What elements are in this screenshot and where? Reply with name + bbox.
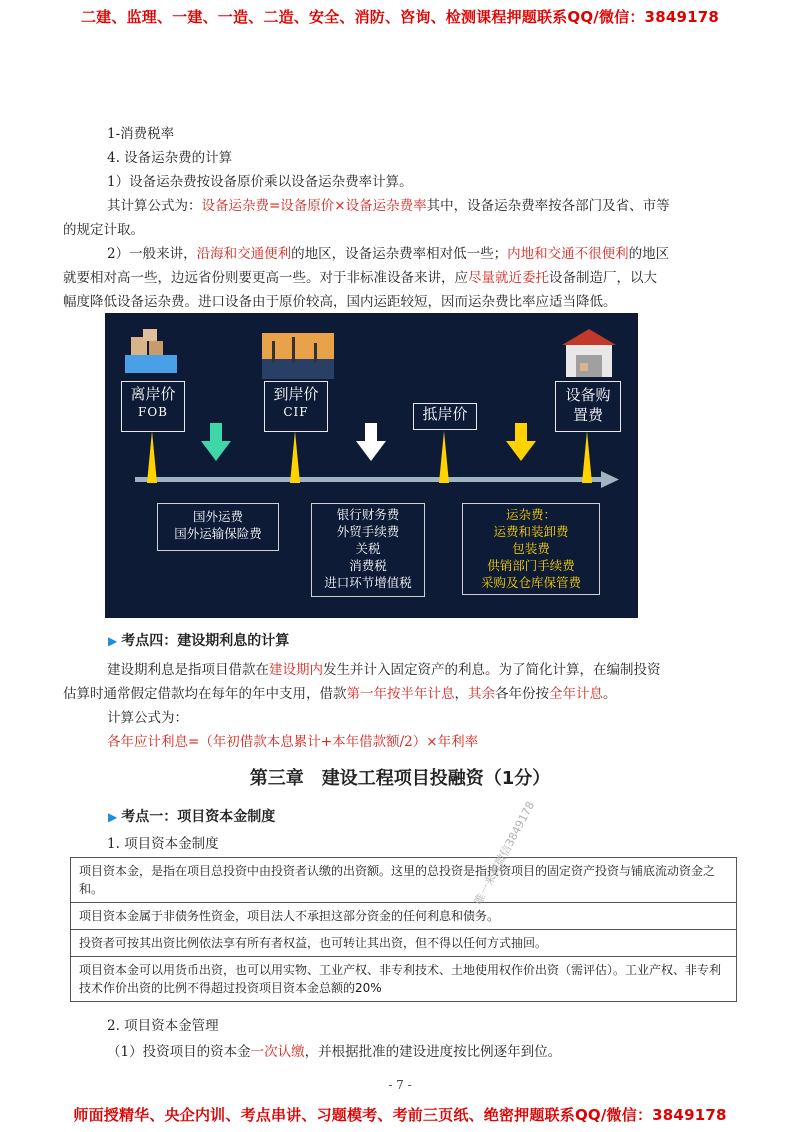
import-charges-box: 银行财务费 外贸手续费 关税 消费税 进口环节增值税 — [311, 503, 425, 597]
capital-rules-table — [70, 857, 737, 1002]
triangle-bullet-icon: ▶ — [108, 634, 118, 648]
bottom-banner: 师面授精华、央企内训、考点串讲、习题模考、考前三页纸、绝密押题联系QQ/微信：3849178 — [73, 1106, 727, 1124]
landed-price-node: 抵岸价 — [413, 403, 477, 430]
item-1-text: 1）设备运杂费按设备原价乘以设备运杂费率计算。 — [107, 174, 413, 190]
formula-paragraph: 其计算公式为：设备运杂费=设备原价×设备运杂费率其中，设备运杂费率按各部门及省、市等 — [107, 198, 670, 214]
cif-node: 到岸价 CIF — [264, 381, 328, 432]
capital-management-item-1: （1）投资项目的资本金一次认缴，并根据批准的建设进度按比例逐年到位。 — [107, 1044, 562, 1060]
chapter-title: 第三章 建设工程项目投融资（1分） — [249, 768, 551, 789]
point-4-para-line-2: 估算时通常假定借款均在每年的年中支用，借款第一年按半年计息，其余各年份按全年计息。 — [63, 686, 617, 702]
consumption-tax-rate-line: 1-消费税率 — [107, 126, 175, 142]
fob-node: 离岸价 FOB — [121, 381, 185, 432]
item-2-line-2: 就要相对高一些，边远省份则要更高一些。对于非标准设备来讲，应尽量就近委托设备制造厂，以大 — [63, 270, 657, 286]
section-4-heading: 4. 设备运杂费的计算 — [107, 150, 233, 166]
table-row: 项目资本金可以用货币出资，也可以用实物、工业产权、非专利技术、土地使用权作价出资（需评估）。工业产权、非专利技术作价出资的比例不得超过投资项目资本金总额的20% — [71, 957, 736, 1002]
capital-system-subheading: 1. 项目资本金制度 — [107, 836, 219, 852]
foreign-freight-box: 国外运费 国外运输保险费 — [157, 503, 279, 551]
point-4-para-line-1: 建设期利息是指项目借款在建设期内发生并计入固定资产的利息。为了简化计算，在编制投资 — [107, 662, 661, 678]
table-row: 项目资本金属于非债务性资金，项目法人不承担这部分资金的任何利息和债务。 — [71, 903, 736, 930]
import-price-flow-diagram — [105, 313, 638, 618]
transport-charges-box: 运杂费： 运费和装卸费 包装费 供销部门手续费 采购及仓库保管费 — [462, 503, 600, 595]
formula-paragraph-cont: 的规定计取。 — [63, 222, 144, 238]
table-row: 投资者可按其出资比例依法享有所有者权益，也可转让其出资，但不得以任何方式抽回。 — [71, 930, 736, 957]
purchase-cost-node: 设备购 置费 — [555, 381, 621, 432]
triangle-bullet-icon: ▶ — [108, 810, 118, 824]
top-banner: 二建、监理、一建、一造、二造、安全、消防、咨询、检测课程押题联系QQ/微信：3849178 — [80, 8, 720, 26]
page-number: - 7 - — [388, 1078, 412, 1092]
formula-highlight: 设备运杂费=设备原价×设备运杂费率 — [201, 198, 427, 214]
point-1-heading: ▶ 考点一：项目资本金制度 — [108, 809, 276, 825]
formula-label: 计算公式为： — [107, 710, 188, 726]
port-illustration — [262, 333, 334, 379]
capital-management-subheading: 2. 项目资本金管理 — [107, 1018, 219, 1034]
point-4-heading: ▶ 考点四：建设期利息的计算 — [108, 633, 290, 649]
item-2-line-1: 2）一般来讲，沿海和交通便利的地区，设备运杂费率相对低一些；内地和交通不很便利的地区 — [107, 246, 670, 262]
shipping-crates-illustration — [123, 327, 183, 377]
item-2-line-3: 幅度降低设备运杂费。进口设备由于原价较高，国内运距较短，因而运杂费比率应适当降低。 — [63, 294, 617, 310]
watermark-text: 唯一来源微信3849178 — [471, 799, 538, 908]
table-row: 项目资本金，是指在项目总投资中由投资者认缴的出资额。这里的总投资是指投资项目的固定资产投资与铺底流动资金之和。 — [71, 858, 736, 903]
warehouse-illustration — [558, 327, 620, 379]
timeline-arrow — [105, 431, 638, 491]
interest-formula: 各年应计利息=（年初借款本息累计+本年借款额/2）×年利率 — [107, 734, 479, 750]
